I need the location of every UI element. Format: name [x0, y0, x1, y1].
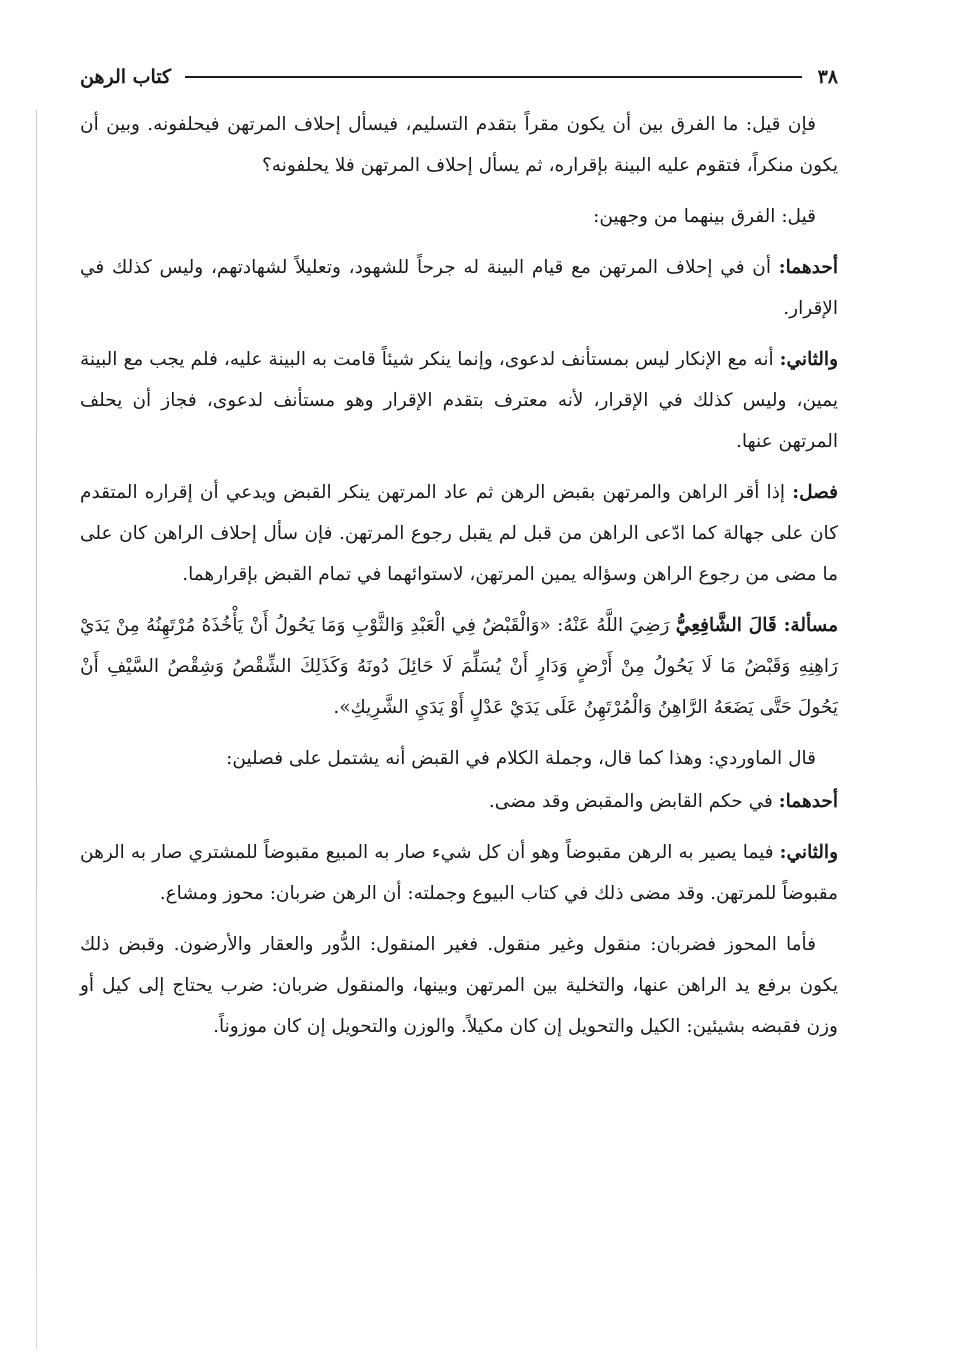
paragraph-text: قال الماوردي: وهذا كما قال، وجملة الكلام في القبض أنه يشتمل على فصلين: — [226, 748, 816, 769]
paragraph-lead: أحدهما: — [778, 791, 838, 812]
scan-gutter-line — [36, 110, 37, 1350]
paragraph-text: إذا أقر الراهن والمرتهن بقبض الرهن ثم عاد المرتهن ينكر القبض ويدعي أن إقراره المتقدم كان على جهالة كما ادّعى الراهن من قبل لم يقبل رجوع المرتهن. فإن سأل إحلاف الراهن كان على ما مضى من رجوع الراهن وسؤاله يمين المرتهن، لاستوائهما في تمام القبض بإقرارهما. — [80, 482, 838, 585]
paragraph-text: أن في إحلاف المرتهن مع قيام البينة له جرحاً للشهود، وتعليلاً لشهادتهم، وليس كذلك في الإقرار. — [80, 257, 838, 319]
paragraph-lead: والثاني: — [779, 349, 838, 370]
paragraph-text: أنه مع الإنكار ليس بمستأنف لدعوى، وإنما ينكر شيئاً قامت به البينة عليه، فلم يجب مع البينة يمين، وليس كذلك في الإقرار، لأنه معترف بتقدم الإقرار وهو مستأنف لدعوى، فجاز أن يحلف المرتهن عنها. — [80, 349, 838, 452]
paragraph-lead: فصل: — [792, 482, 838, 503]
shafii-quotation: رَضِيَ اللَّهُ عَنْهُ: «وَالْقَبْضُ فِي الْعَبْدِ وَالثَّوْبِ وَمَا يَحُولُ أَنْ يَأْخُذَهُ مُرْتَهِنُهُ مِنْ يَدَيْ رَاهِنِهِ وَقَبْضُ مَا لَا يَحُولُ مِنْ أَرْضٍ وَدَارٍ أَنْ يُسَلِّمَ لَا حَائِلَ دُونَهُ وَكَذَلِكَ الشِّقْصُ وَشِقْصُ السَّيْفِ أَنْ يَحُولَ حَتَّى يَضَعَهُ الرَّاهِنُ وَالْمُرْتَهِنُ عَلَى يَدَيْ عَدْلٍ أَوْ يَدَيِ الشَّرِيكِ». — [80, 615, 838, 718]
paragraph-text: قيل: الفرق بينهما من وجهين: — [593, 206, 816, 227]
paragraph-text: في حكم القابض والمقبض وقد مضى. — [488, 791, 773, 812]
paragraph-answer-intro — [80, 196, 838, 237]
paragraph-second-aspect — [80, 339, 838, 462]
page-body — [80, 104, 838, 1057]
paragraph-lead: والثاني: — [779, 842, 838, 863]
running-header — [80, 60, 838, 94]
header-rule — [185, 76, 801, 78]
paragraph-first-chapter — [80, 781, 838, 822]
page-number: ٣٨ — [817, 66, 838, 88]
paragraph-second-chapter — [80, 832, 838, 914]
paragraph-text: فإن قيل: ما الفرق بين أن يكون مقراً بتقدم التسليم، فيسأل إحلاف المرتهن فيحلفونه. وبين أن يكون منكراً، فتقوم عليه البينة بإقراره، ثم يسأل إحلاف المرتهن فلا يحلفونه؟ — [80, 114, 838, 176]
paragraph-lead: أحدهما: — [778, 257, 838, 278]
paragraph-text: فأما المحوز فضربان: منقول وغير منقول. فغير المنقول: الدُّور والعقار والأرضون. وقبض ذلك يكون برفع يد الراهن عنها، والتخلية بين المرتهن وبينها، والمنقول ضربان: ضرب يحتاج إلى كيل أو وزن فقبضه بشيئين: الكيل والتحويل إن كان مكيلاً. والوزن والتحويل إن كان موزوناً. — [80, 934, 838, 1037]
paragraph-lead: مسألة: قَالَ الشَّافِعِيُّ — [675, 615, 839, 636]
paragraph-objection — [80, 104, 838, 186]
paragraph-section — [80, 472, 838, 595]
paragraph-possessed-types — [80, 924, 838, 1047]
paragraph-issue-quote — [80, 605, 838, 728]
paragraph-first-aspect — [80, 247, 838, 329]
paragraph-mawardi — [80, 738, 838, 779]
running-title: كتاب الرهن — [80, 66, 172, 88]
paragraph-text: فيما يصير به الرهن مقبوضاً وهو أن كل شيء صار به المبيع مقبوضاً للمشتري صار به الرهن مقبوضاً للمرتهن. وقد مضى ذلك في كتاب البيوع وجملته: أن الرهن ضربان: محوز ومشاع. — [80, 842, 838, 904]
